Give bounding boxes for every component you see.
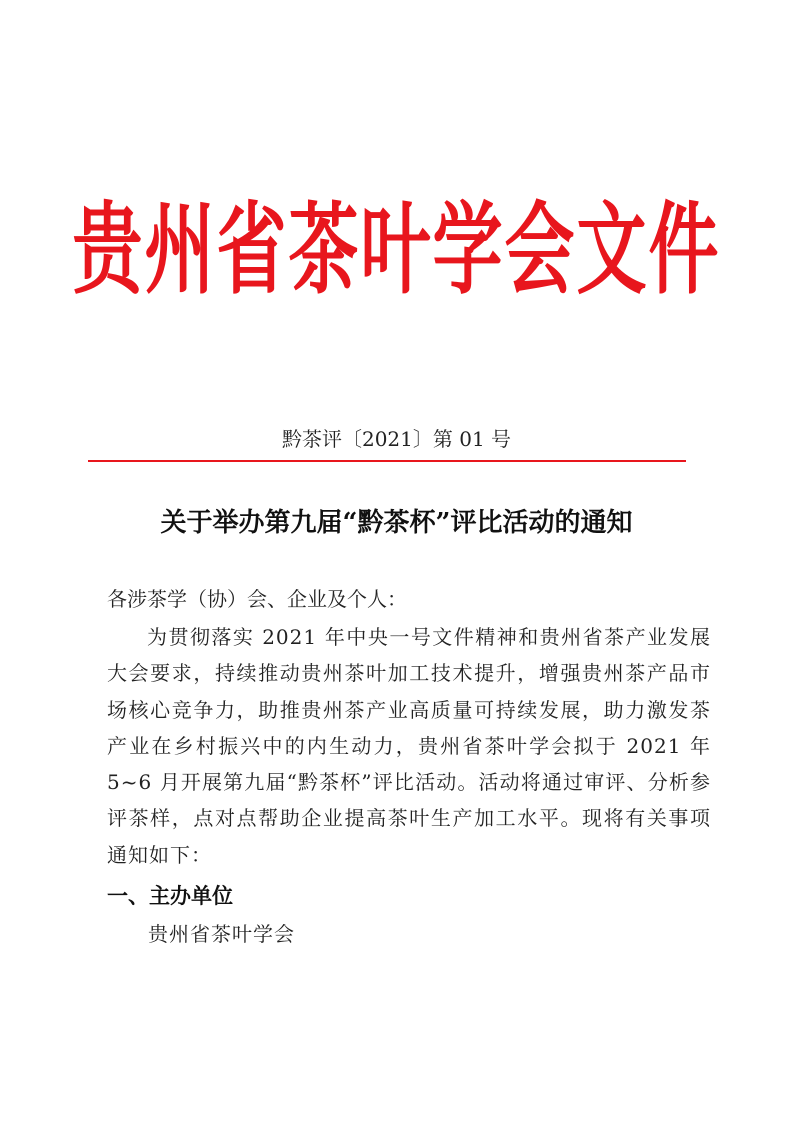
section-heading-organizer: 一、主办单位 xyxy=(107,884,233,908)
red-divider-line xyxy=(88,460,686,462)
masthead-title: 贵州省茶叶学会文件 xyxy=(72,191,721,308)
body-paragraph: 为贯彻落实 2021 年中央一号文件精神和贵州省茶产业发展大会要求，持续推动贵州茶叶加工技术提升，增强贵州茶产品市场核心竞争力，助推贵州茶产业高质量可持续发展，助力激发茶产业在乡村振兴中的内生动力，贵州省茶叶学会拟于 2021 年 5~6 月开展第九届“黔茶杯”评比活动。活动将通过审评、分析参评茶样，点对点帮助企业提高茶叶生产加工水平。现将有关事项通知如下： xyxy=(107,625,711,867)
document-title: 关于举办第九届“黔茶杯”评比活动的通知 xyxy=(160,508,633,538)
section-content-organizer: 贵州省茶叶学会 xyxy=(148,922,295,946)
salutation: 各涉茶学（协）会、企业及个人： xyxy=(107,587,407,611)
document-number: 黔茶评〔2021〕第 01 号 xyxy=(281,427,512,451)
